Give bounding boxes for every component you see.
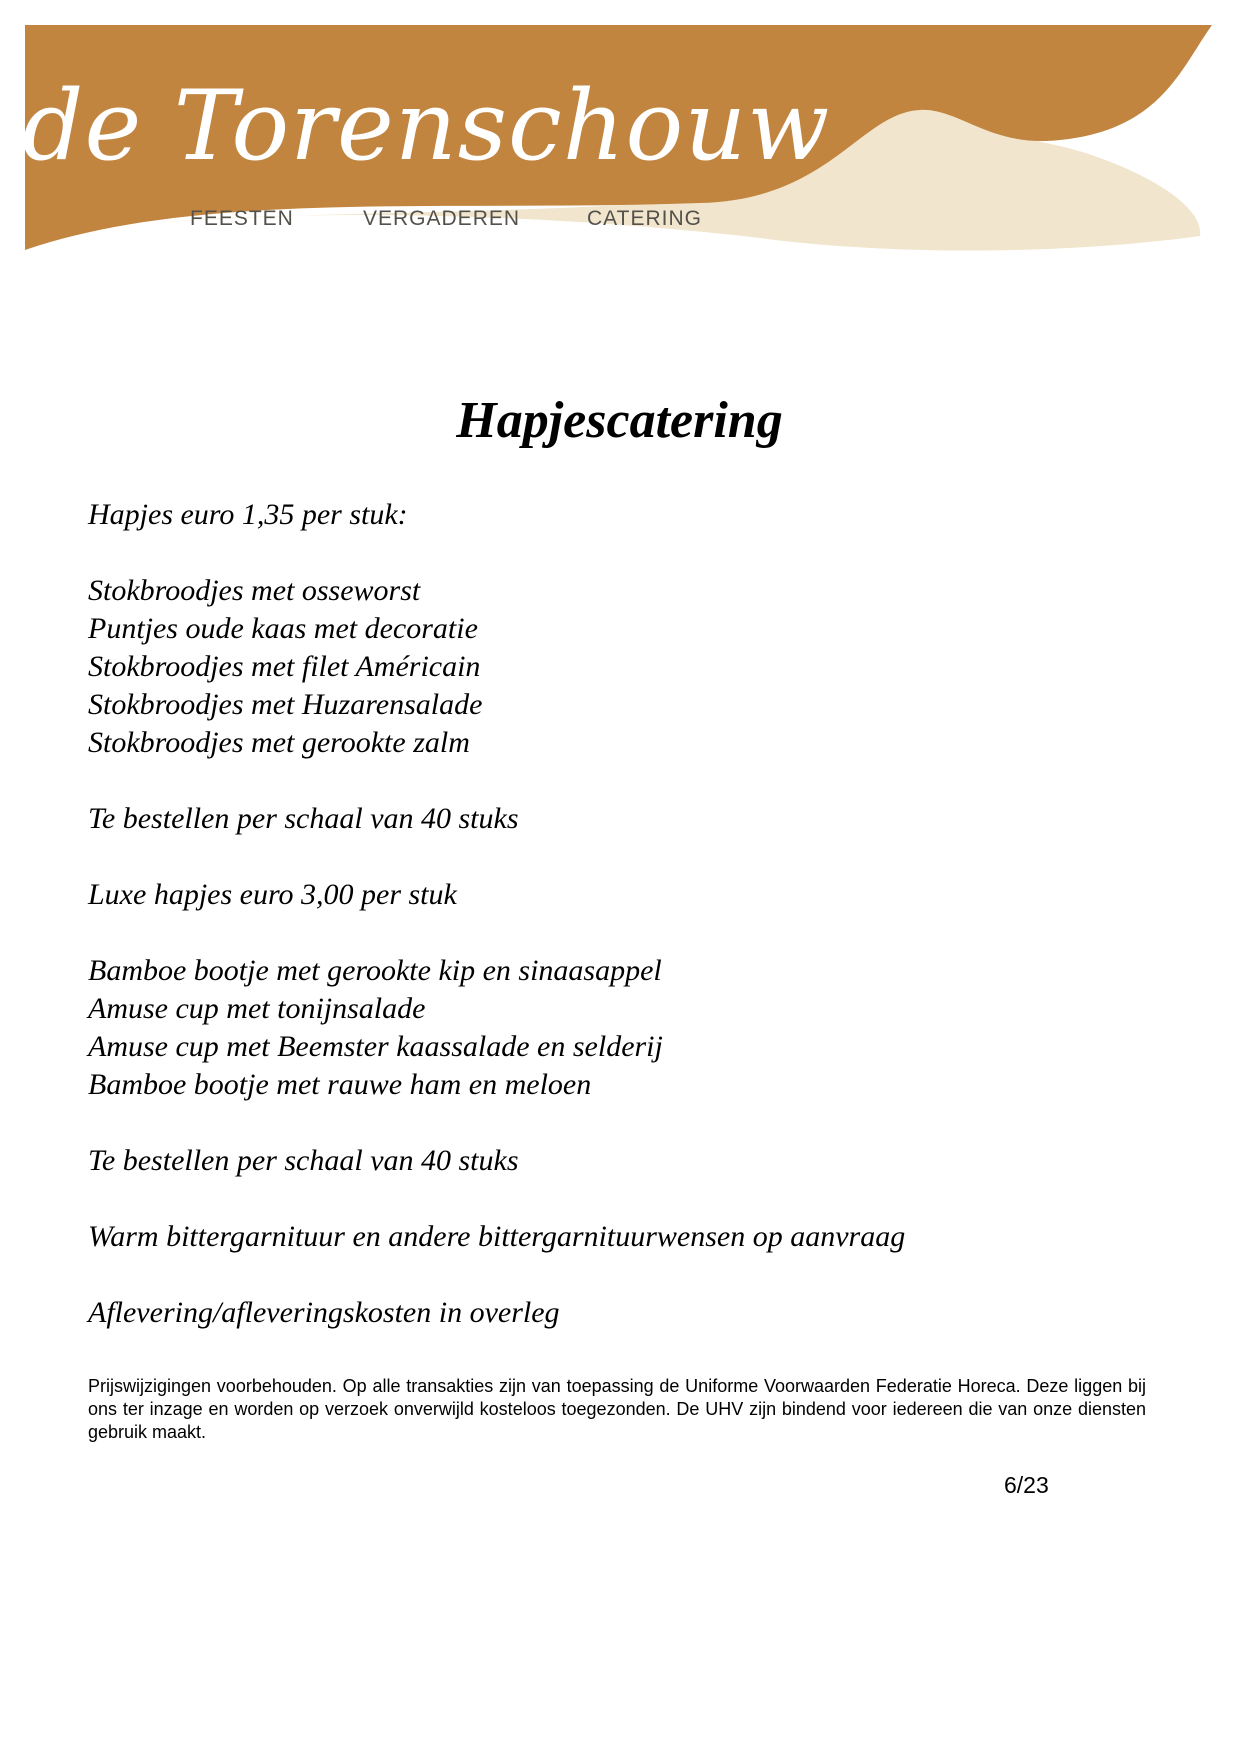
nav-catering[interactable]: CATERING bbox=[587, 207, 702, 230]
luxe-price-line: Luxe hapjes euro 3,00 per stuk bbox=[88, 878, 457, 911]
spacer bbox=[88, 534, 1168, 572]
order-note: Te bestellen per schaal van 40 stuks bbox=[88, 1144, 519, 1177]
luxe-item: Bamboe bootje met rauwe ham en meloen bbox=[88, 1068, 592, 1101]
spacer bbox=[88, 914, 1168, 952]
menu-item: Puntjes oude kaas met decoratie bbox=[88, 612, 478, 645]
page-number: 6/23 bbox=[1004, 1472, 1049, 1498]
luxe-item: Amuse cup met Beemster kaassalade en selderij bbox=[88, 1030, 663, 1063]
disclaimer-text: Prijswijzigingen voorbehouden. Op alle transakties zijn van toepassing de Uniforme Voorwaarden Federatie Horeca. Deze liggen bij ons ter inzage en worden op verzoek onverwijld kosteloos toegezonden. De UHV zijn bindend voor iedereen die van onze diensten gebruik maakt. bbox=[88, 1376, 1146, 1442]
spacer bbox=[88, 762, 1168, 800]
menu-item: Stokbroodjes met filet Américain bbox=[88, 650, 481, 683]
bitter-note: Warm bittergarnituur en andere bittergarnituurwensen op aanvraag bbox=[88, 1220, 906, 1253]
page-title: Hapjescatering bbox=[456, 392, 783, 449]
menu-item: Stokbroodjes met osseworst bbox=[88, 574, 421, 607]
nav-feesten[interactable]: FEESTEN bbox=[190, 207, 294, 230]
spacer bbox=[88, 1256, 1168, 1294]
menu-item: Stokbroodjes met Huzarensalade bbox=[88, 688, 483, 721]
luxe-item: Bamboe bootje met gerookte kip en sinaasappel bbox=[88, 954, 662, 987]
menu-item: Stokbroodjes met gerookte zalm bbox=[88, 726, 470, 759]
menu-content bbox=[88, 496, 1168, 1332]
spacer bbox=[88, 1180, 1168, 1218]
letterhead-banner bbox=[0, 0, 1239, 300]
nav-vergaderen[interactable]: VERGADEREN bbox=[363, 207, 521, 230]
delivery-note: Aflevering/afleveringskosten in overleg bbox=[88, 1296, 560, 1329]
spacer bbox=[88, 838, 1168, 876]
brand-logo: de Torenschouw bbox=[22, 70, 831, 182]
order-note: Te bestellen per schaal van 40 stuks bbox=[88, 802, 519, 835]
luxe-item: Amuse cup met tonijnsalade bbox=[88, 992, 426, 1025]
hapjes-price-line: Hapjes euro 1,35 per stuk: bbox=[88, 498, 408, 531]
spacer bbox=[88, 1104, 1168, 1142]
